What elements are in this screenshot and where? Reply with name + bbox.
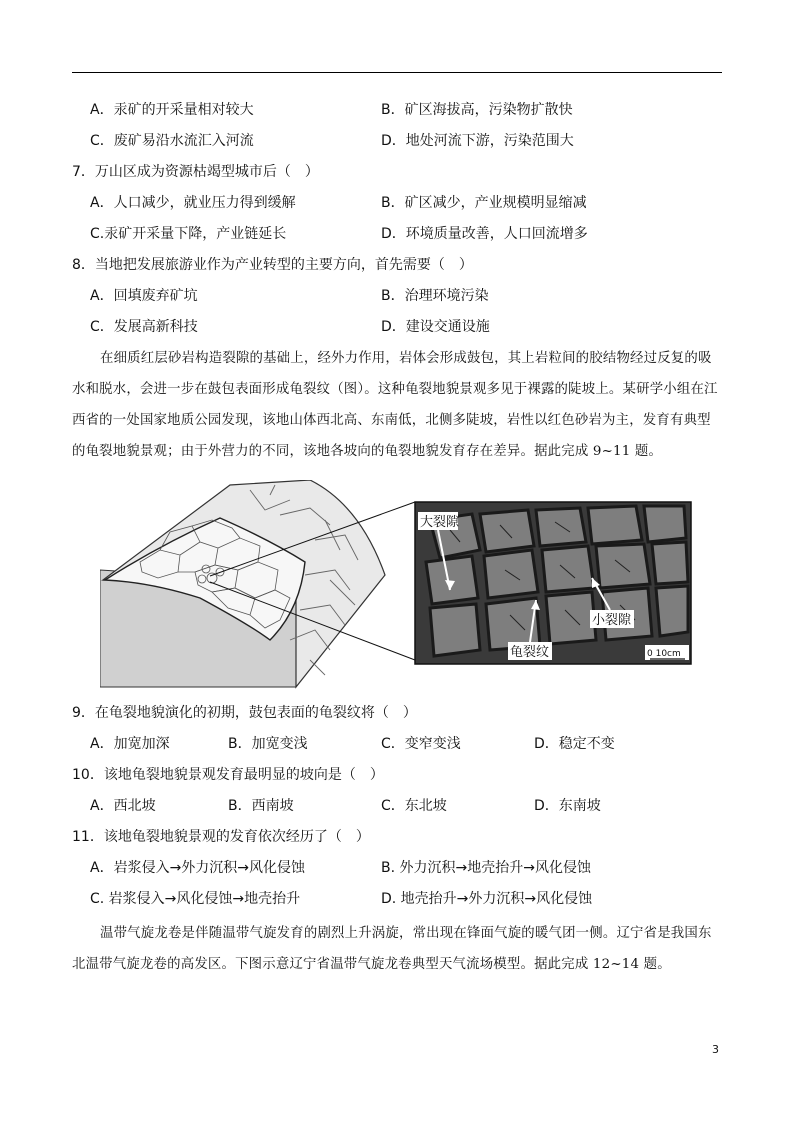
q8-option-d: D．建设交通设施: [381, 319, 490, 335]
q10-option-b: B．西南坡: [228, 798, 294, 814]
q9-stem: 9．在龟裂地貌演化的初期，鼓包表面的龟裂纹将（ ）: [72, 705, 417, 721]
header-rule: [72, 72, 722, 73]
page-number: 3: [712, 1043, 719, 1056]
q8-stem: 8．当地把发展旅游业作为产业转型的主要方向，首先需要（ ）: [72, 257, 473, 273]
q10-stem: 10．该地龟裂地貌景观发育最明显的坡向是（ ）: [72, 767, 384, 783]
q7-stem: 7．万山区成为资源枯竭型城市后（ ）: [72, 164, 319, 180]
label-big-crack: 大裂隙: [420, 515, 460, 530]
q9-option-a: A．加宽加深: [90, 736, 170, 752]
passage-turtle-crack: [72, 343, 722, 467]
q9-option-c: C．变窄变浅: [381, 736, 461, 752]
q10-option-a: A．西北坡: [90, 798, 156, 814]
q9-option-d: D．稳定不变: [534, 736, 615, 752]
q9-option-b: B．加宽变浅: [228, 736, 308, 752]
passage-turtle-crack-text: 在细质红层砂岩构造裂隙的基础上，经外力作用，岩体会形成鼓包，其上岩粒间的胶结物经过反复的吸水和脱水，会进一步在鼓包表面形成龟裂纹（图）。这种龟裂地貌景观多见于裸露的陡坡上。某研学小组在江西省的一处国家地质公园发现，该地山体西北高、东南低，北侧多陡坡，岩性以红色砂岩为主，发育有典型的龟裂地貌景观；由于外营力的不同，该地各坡向的龟裂地貌发育存在差异。据此完成 9~11 题。: [72, 351, 718, 459]
label-turtle-crack: 龟裂纹: [510, 645, 550, 660]
q11-stem: 11．该地龟裂地貌景观的发育依次经历了（ ）: [72, 829, 370, 845]
q8-option-b: B．治理环境污染: [381, 288, 489, 304]
q6-option-d: D．地处河流下游，污染范围大: [381, 133, 574, 149]
q6-option-b: B．矿区海拔高，污染物扩散快: [381, 102, 573, 118]
q11-option-a: A．岩浆侵入→外力沉积→风化侵蚀: [90, 860, 306, 876]
q11-option-d: D. 地壳抬升→外力沉积→风化侵蚀: [381, 891, 593, 907]
q7-option-a: A．人口减少，就业压力得到缓解: [90, 195, 296, 211]
label-small-crack: 小裂隙: [592, 613, 632, 628]
passage-tornado-text: 温带气旋龙卷是伴随温带气旋发育的剧烈上升涡旋，常出现在锋面气旋的暖气团一侧。辽宁省是我国东北温带气旋龙卷的高发区。下图示意辽宁省温带气旋龙卷典型天气流场模型。据此完成 12~14 题。: [72, 926, 712, 972]
q6-option-c: C．废矿易沿水流汇入河流: [90, 133, 254, 149]
q7-option-c: C.汞矿开采量下降，产业链延长: [90, 226, 287, 242]
q7-option-b: B．矿区减少，产业规模明显缩减: [381, 195, 587, 211]
q8-option-a: A．回填废弃矿坑: [90, 288, 198, 304]
scale-bar: 0 10cm: [647, 649, 681, 659]
passage-tornado: [72, 918, 722, 980]
turtle-crack-diagram: [100, 480, 692, 690]
q7-option-d: D．环境质量改善，人口回流增多: [381, 226, 588, 242]
q11-option-c: C. 岩浆侵入→风化侵蚀→地壳抬升: [90, 891, 301, 907]
q11-option-b: B. 外力沉积→地壳抬升→风化侵蚀: [381, 860, 591, 876]
q10-option-d: D．东南坡: [534, 798, 601, 814]
q8-option-c: C．发展高新科技: [90, 319, 198, 335]
q6-option-a: A．汞矿的开采量相对较大: [90, 102, 254, 118]
q10-option-c: C．东北坡: [381, 798, 447, 814]
turtle-crack-figure: [100, 480, 692, 690]
